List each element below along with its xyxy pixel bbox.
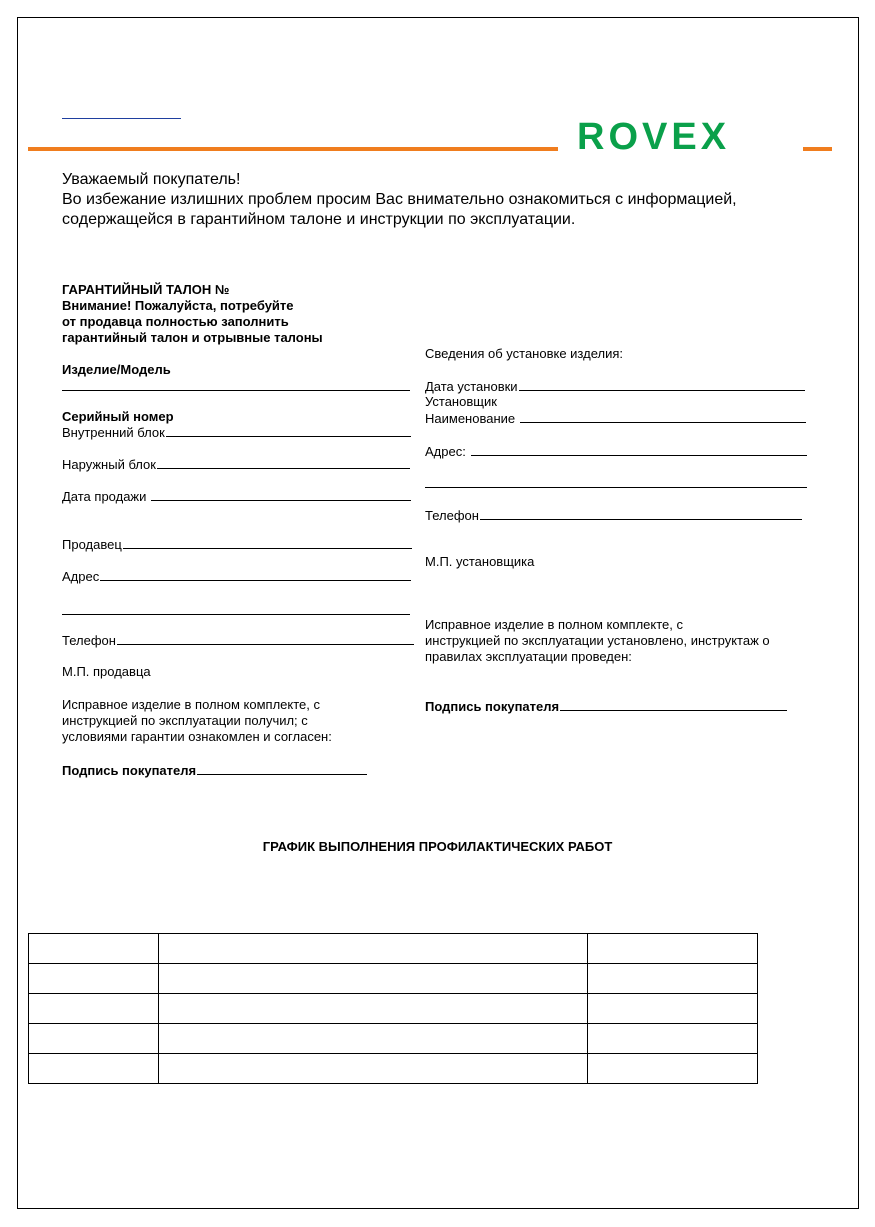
outdoor-unit-field[interactable] xyxy=(62,454,410,472)
schedule-table xyxy=(28,933,758,1084)
install-heading: Сведения об установке изделия: xyxy=(425,346,623,361)
table-row xyxy=(29,994,758,1024)
table-cell[interactable] xyxy=(29,1054,159,1084)
seller-address-field-2[interactable] xyxy=(62,614,410,615)
seller-address-field[interactable] xyxy=(62,566,411,584)
table-row xyxy=(29,1024,758,1054)
table-cell[interactable] xyxy=(29,964,159,994)
buyer-signature-label: Подпись покупателя xyxy=(62,763,197,778)
buyer-signature-field[interactable] xyxy=(62,760,367,778)
table-cell[interactable] xyxy=(588,934,758,964)
field-line xyxy=(480,519,802,520)
indoor-unit-field[interactable] xyxy=(62,422,411,440)
table-cell[interactable] xyxy=(159,1054,588,1084)
field-line xyxy=(151,500,411,501)
table-cell[interactable] xyxy=(29,934,159,964)
installer-stamp-label: М.П. установщика xyxy=(425,554,535,569)
field-line xyxy=(123,548,412,549)
field-line xyxy=(197,774,367,775)
seller-label: Продавец xyxy=(62,537,122,552)
serial-label: Серийный номер xyxy=(62,409,174,424)
seller-stamp-label: М.П. продавца xyxy=(62,664,151,679)
installer-address-label: Адрес: xyxy=(425,444,466,459)
schedule-title: ГРАФИК ВЫПОЛНЕНИЯ ПРОФИЛАКТИЧЕСКИХ РАБОТ xyxy=(262,839,613,854)
header-orange-bar-end xyxy=(803,147,832,151)
seller-address-label: Адрес xyxy=(62,569,100,584)
install-date-label: Дата установки xyxy=(425,379,518,394)
table-row xyxy=(29,1054,758,1084)
intro-line: содержащейся в гарантийном талоне и инструкции по эксплуатации. xyxy=(62,211,576,228)
install-confirm-line: Исправное изделие в полном комплекте, с xyxy=(425,617,684,632)
install-confirm-line: правилах эксплуатации проведен: xyxy=(425,649,632,664)
table-cell[interactable] xyxy=(588,994,758,1024)
seller-field[interactable] xyxy=(62,534,412,552)
field-line xyxy=(520,422,806,423)
table-cell[interactable] xyxy=(588,1024,758,1054)
header-short-rule xyxy=(62,118,181,119)
install-signature-label: Подпись покупателя xyxy=(425,699,560,714)
warning-line: Внимание! Пожалуйста, потребуйте xyxy=(62,298,294,313)
table-cell[interactable] xyxy=(159,934,588,964)
installer-phone-label: Телефон xyxy=(425,508,479,523)
field-line xyxy=(560,710,787,711)
warranty-heading: ГАРАНТИЙНЫЙ ТАЛОН № xyxy=(62,282,230,297)
table-cell[interactable] xyxy=(159,994,588,1024)
install-signature-field[interactable] xyxy=(425,696,787,714)
field-line xyxy=(117,644,414,645)
field-line xyxy=(166,436,411,437)
outdoor-unit-label: Наружный блок xyxy=(62,457,156,472)
model-field[interactable] xyxy=(62,390,410,391)
intro-line: Во избежание излишних проблем просим Вас внимательно ознакомиться с информацией, xyxy=(62,191,737,208)
installer-name-label: Наименование xyxy=(425,411,516,426)
seller-phone-label: Телефон xyxy=(62,633,116,648)
field-line xyxy=(100,580,411,581)
field-line xyxy=(519,390,805,391)
seller-phone-field[interactable] xyxy=(62,630,414,648)
intro-text xyxy=(62,170,737,230)
warning-line: от продавца полностью заполнить xyxy=(62,314,289,329)
confirm-line: условиями гарантии ознакомлен и согласен: xyxy=(62,729,332,744)
sale-date-field[interactable] xyxy=(62,486,411,504)
table-cell[interactable] xyxy=(29,1024,159,1054)
sale-date-label: Дата продажи xyxy=(62,489,147,504)
header-orange-bar xyxy=(28,147,558,151)
install-confirm-line: инструкцией по эксплуатации установлено, инструктаж о xyxy=(425,633,770,648)
confirm-line: Исправное изделие в полном комплекте, с xyxy=(62,697,321,712)
warning-line: гарантийный талон и отрывные талоны xyxy=(62,330,323,345)
indoor-unit-label: Внутренний блок xyxy=(62,425,165,440)
brand-logo: ROVEX xyxy=(577,116,731,158)
installer-name-field[interactable] xyxy=(425,408,806,426)
table-row xyxy=(29,934,758,964)
field-line xyxy=(157,468,410,469)
model-label: Изделие/Модель xyxy=(62,362,171,377)
table-cell[interactable] xyxy=(159,964,588,994)
installer-address-field[interactable] xyxy=(425,441,807,459)
field-line xyxy=(471,455,807,456)
confirm-line: инструкцией по эксплуатации получил; с xyxy=(62,713,308,728)
installer-phone-field[interactable] xyxy=(425,505,802,523)
installer-address-field-2[interactable] xyxy=(425,487,807,488)
table-cell[interactable] xyxy=(159,1024,588,1054)
table-cell[interactable] xyxy=(588,964,758,994)
table-cell[interactable] xyxy=(29,994,159,1024)
installer-label: Установщик xyxy=(425,394,497,409)
intro-line: Уважаемый покупатель! xyxy=(62,171,241,188)
install-date-field[interactable] xyxy=(425,376,805,394)
table-row xyxy=(29,964,758,994)
table-cell[interactable] xyxy=(588,1054,758,1084)
